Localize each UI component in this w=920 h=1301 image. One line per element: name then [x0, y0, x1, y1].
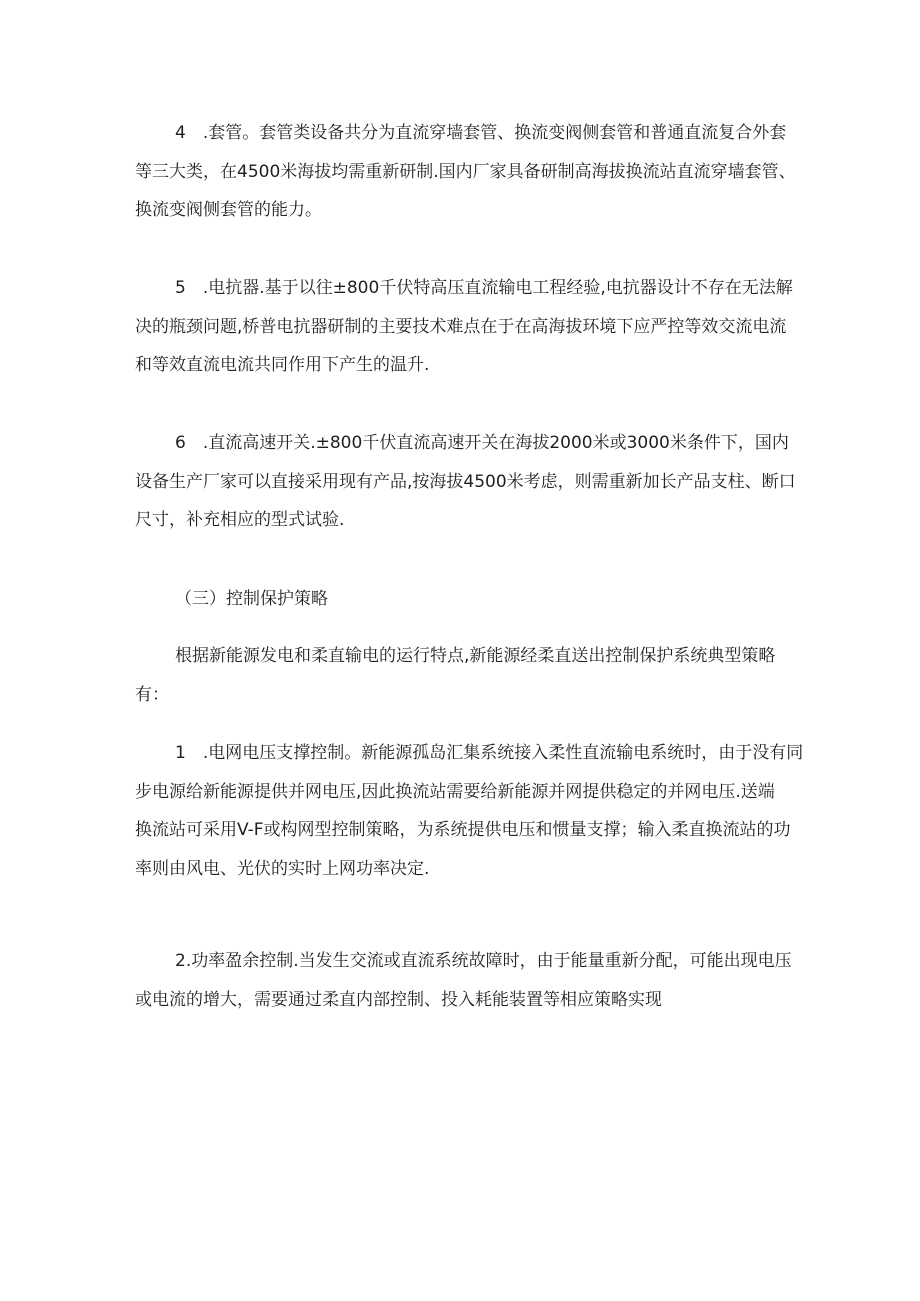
- paragraph-intro: [135, 637, 790, 714]
- paragraph-reactor: [135, 269, 793, 385]
- section-heading: [135, 580, 790, 619]
- text-line: 2.功率盈余控制.当发生交流或直流系统故障时，由于能量重新分配，可能出现电压: [175, 951, 792, 971]
- text-line: 有：: [135, 684, 169, 705]
- paragraph-bushing: [135, 114, 796, 230]
- text-line: 6 .直流高速开关.±800千伏直流高速开关在海拔2000米或3000米条件下，国内: [175, 433, 789, 453]
- text-line: 尺寸，补充相应的型式试验.: [135, 510, 345, 531]
- text-line: 决的瓶颈问题,桥普电抗器研制的主要技术难点在于在高海拔环境下应严控等效交流电流: [135, 316, 787, 337]
- text-line: 率则由风电、光伏的实时上网功率决定.: [135, 858, 430, 879]
- heading-text: （三）控制保护策略: [175, 589, 328, 609]
- paragraph-dc-switch: [135, 424, 796, 540]
- text-line: 步电源给新能源提供并网电压,因此换流站需要给新能源并网提供稳定的并网电压.送端: [135, 781, 775, 802]
- text-line: 设备生产厂家可以直接采用现有产品,按海拔4500米考虑，则需重新加长产品支柱、断口: [135, 471, 796, 492]
- paragraph-voltage-support: [135, 734, 804, 888]
- text-line: 换流站可采用V-F或构网型控制策略，为系统提供电压和惯量支撑；输入柔直换流站的功: [135, 820, 791, 841]
- text-line: 等三大类，在4500米海拔均需重新研制.国内厂家具备研制高海拔换流站直流穿墙套管、: [135, 161, 796, 182]
- text-line: 根据新能源发电和柔直输电的运行特点,新能源经柔直送出控制保护系统典型策略: [175, 646, 776, 666]
- text-line: 和等效直流电流共同作用下产生的温升.: [135, 355, 430, 376]
- text-line: 4 .套管。套管类设备共分为直流穿墙套管、换流变阀侧套管和普通直流复合外套: [175, 123, 787, 143]
- text-line: 或电流的增大，需要通过柔直内部控制、投入耗能装置等相应策略实现: [135, 989, 662, 1010]
- text-line: 1 .电网电压支撑控制。新能源孤岛汇集系统接入柔性直流输电系统时，由于没有同: [175, 743, 804, 763]
- text-line: 5 .电抗器.基于以往±800千伏特高压直流输电工程经验,电抗器设计不存在无法解: [175, 278, 793, 298]
- text-line: 换流变阀侧套管的能力。: [135, 200, 322, 221]
- paragraph-power-surplus: [135, 942, 790, 1019]
